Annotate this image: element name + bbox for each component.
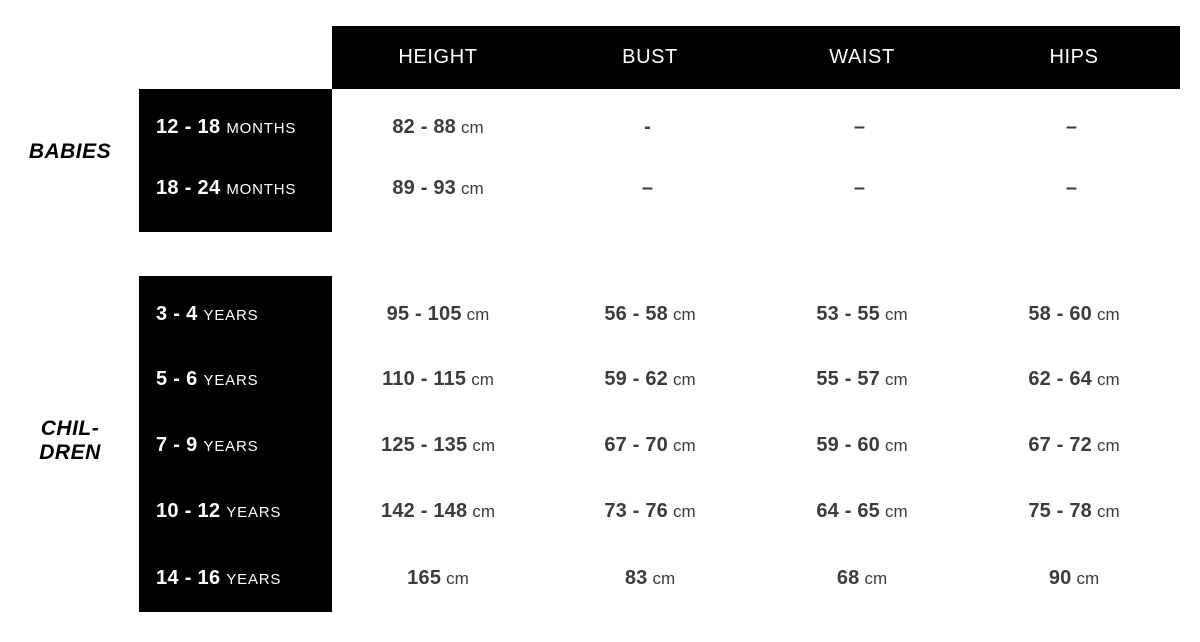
measure-cells	[332, 349, 1180, 410]
cell-height	[332, 97, 544, 158]
age-cell	[139, 434, 332, 457]
cell-value: 95 - 105	[386, 303, 462, 325]
cell-value: 56 - 58	[604, 303, 668, 325]
cell-bust	[544, 415, 756, 476]
cell-value: 165	[407, 567, 442, 589]
cell-unit: cm	[652, 568, 676, 588]
cell-unit: cm	[864, 568, 888, 588]
age-unit: YEARS	[226, 571, 282, 588]
cell-height	[332, 415, 544, 476]
cell-height	[332, 349, 544, 410]
cell-value: 142 - 148	[381, 500, 468, 522]
cell-waist	[756, 284, 968, 345]
cell-value: 68	[836, 567, 860, 589]
age-unit: YEARS	[203, 307, 259, 324]
measure-cells	[332, 548, 1180, 609]
measure-cells	[332, 158, 1180, 219]
cell-hips	[968, 548, 1180, 609]
group-label-babies: BABIES	[28, 140, 112, 163]
cell-bust	[544, 97, 756, 158]
group-label-line1: CHIL-	[40, 417, 100, 440]
measure-cells	[332, 481, 1180, 542]
cell-value: 110 - 115	[382, 368, 467, 390]
cell-bust	[544, 548, 756, 609]
cell-unit: cm	[673, 501, 696, 521]
cell-value: –	[1065, 116, 1078, 138]
age-cell	[139, 116, 332, 139]
cell-unit: cm	[1097, 369, 1120, 389]
cell-hips	[968, 349, 1180, 410]
age-range: 18 - 24	[156, 177, 221, 199]
cell-waist	[756, 349, 968, 410]
cell-unit: cm	[471, 369, 494, 389]
cell-unit: cm	[466, 304, 490, 324]
cell-unit: cm	[1097, 435, 1120, 455]
cell-hips	[968, 284, 1180, 345]
cell-unit: cm	[472, 435, 495, 455]
table-row	[139, 548, 1180, 609]
cell-waist	[756, 548, 968, 609]
cell-value: 64 - 65	[816, 500, 880, 522]
cell-unit: cm	[1097, 304, 1120, 324]
group-label-children	[0, 417, 140, 465]
age-unit: YEARS	[203, 438, 259, 455]
cell-value: 67 - 72	[1028, 434, 1092, 456]
cell-value: 53 - 55	[816, 303, 880, 325]
age-unit: MONTHS	[226, 120, 297, 137]
measure-cells	[332, 284, 1180, 345]
age-unit: MONTHS	[226, 181, 297, 198]
column-header-bust: BUST	[622, 46, 678, 68]
cell-value: 89 - 93	[392, 177, 456, 199]
cell-value: 73 - 76	[604, 500, 668, 522]
age-range: 5 - 6	[156, 368, 198, 390]
cell-value: 59 - 62	[604, 368, 668, 390]
column-header-hips: HIPS	[1049, 46, 1099, 68]
age-cell	[139, 177, 332, 200]
group-label-line2: DREN	[39, 441, 101, 465]
age-range: 14 - 16	[156, 567, 221, 589]
cell-value: –	[641, 177, 654, 199]
cell-unit: cm	[446, 568, 469, 588]
cell-value: 59 - 60	[816, 434, 880, 456]
cell-waist	[756, 158, 968, 219]
cell-height	[332, 284, 544, 345]
age-cell	[139, 567, 332, 590]
age-cell	[139, 500, 332, 523]
cell-unit: cm	[885, 369, 908, 389]
cell-value: -	[644, 116, 651, 138]
age-unit: YEARS	[226, 504, 282, 521]
cell-height	[332, 481, 544, 542]
cell-hips	[968, 415, 1180, 476]
table-row	[139, 481, 1180, 542]
cell-bust	[544, 349, 756, 410]
cell-unit: cm	[472, 501, 495, 521]
table-row	[139, 97, 1180, 158]
column-header-waist: WAIST	[829, 46, 895, 68]
age-range: 10 - 12	[156, 500, 221, 522]
cell-bust	[544, 158, 756, 219]
cell-unit: cm	[673, 435, 696, 455]
cell-value: 82 - 88	[392, 116, 456, 138]
cell-value: 58 - 60	[1028, 303, 1092, 325]
cell-value: 90	[1048, 567, 1072, 589]
cell-hips	[968, 97, 1180, 158]
table-header-row	[332, 26, 1180, 89]
cell-unit: cm	[885, 435, 908, 455]
cell-bust	[544, 284, 756, 345]
cell-unit: cm	[461, 178, 484, 198]
cell-unit: cm	[1076, 568, 1100, 588]
cell-unit: cm	[1097, 501, 1120, 521]
cell-value: –	[853, 177, 866, 199]
cell-unit: cm	[461, 117, 484, 137]
table-row	[139, 349, 1180, 410]
age-cell	[139, 368, 332, 391]
cell-unit: cm	[885, 304, 908, 324]
age-unit: YEARS	[203, 372, 259, 389]
table-row	[139, 415, 1180, 476]
cell-hips	[968, 481, 1180, 542]
measure-cells	[332, 415, 1180, 476]
cell-value: 67 - 70	[604, 434, 668, 456]
cell-value: –	[1065, 177, 1078, 199]
cell-value: 55 - 57	[816, 368, 880, 390]
cell-value: 62 - 64	[1028, 368, 1092, 390]
age-range: 12 - 18	[156, 116, 221, 138]
cell-bust	[544, 481, 756, 542]
cell-unit: cm	[673, 304, 696, 324]
measure-cells	[332, 97, 1180, 158]
cell-height	[332, 158, 544, 219]
cell-value: –	[853, 116, 866, 138]
cell-waist	[756, 97, 968, 158]
cell-hips	[968, 158, 1180, 219]
age-cell	[139, 303, 332, 326]
column-header-height: HEIGHT	[398, 46, 478, 68]
cell-waist	[756, 415, 968, 476]
cell-value: 83	[624, 567, 648, 589]
age-range: 3 - 4	[156, 303, 198, 325]
table-row	[139, 158, 1180, 219]
cell-height	[332, 548, 544, 609]
cell-value: 75 - 78	[1028, 500, 1092, 522]
cell-unit: cm	[885, 501, 908, 521]
age-range: 7 - 9	[156, 434, 198, 456]
cell-value: 125 - 135	[381, 434, 468, 456]
table-row	[139, 284, 1180, 345]
cell-waist	[756, 481, 968, 542]
cell-unit: cm	[673, 369, 696, 389]
